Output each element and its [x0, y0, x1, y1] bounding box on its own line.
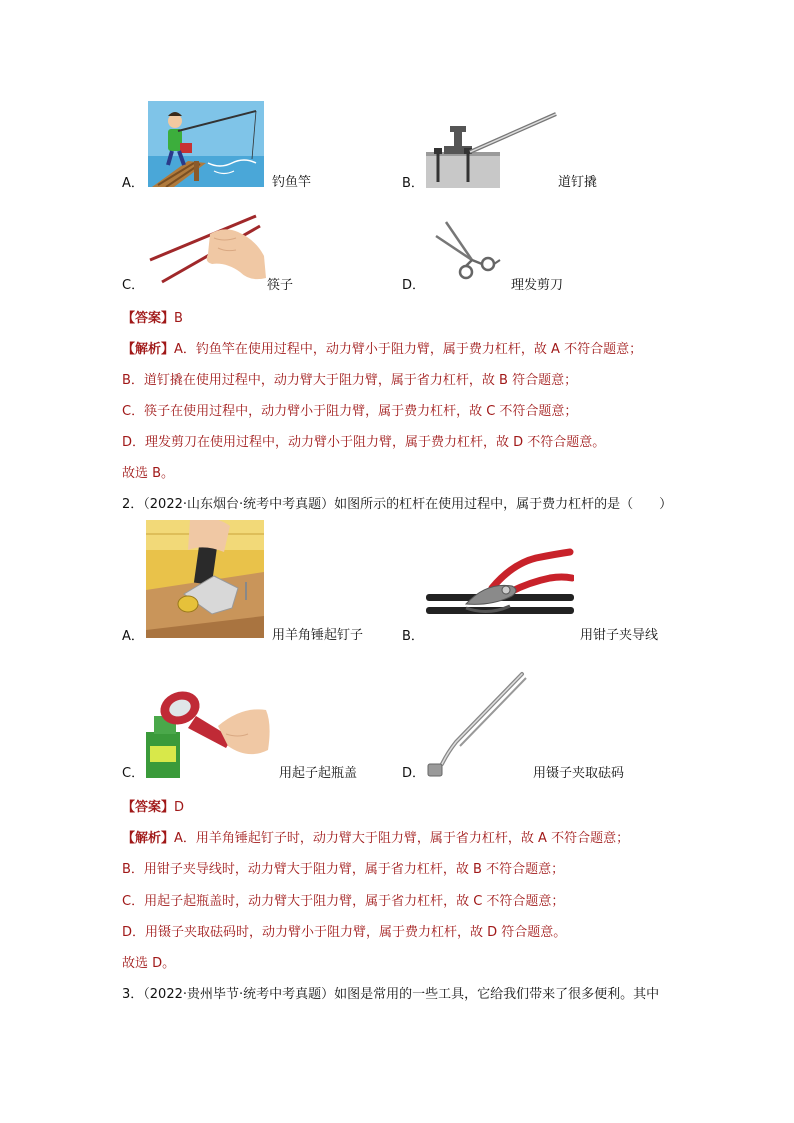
option-c-letter: C．: [122, 278, 145, 293]
q2-answer-line: [122, 799, 184, 817]
q1-analysis-line-3: C．筷子在使用过程中，动力臂小于阻力臂，属于费力杠杆，故 C 不符合题意；: [122, 404, 578, 419]
q3-stem-line: [122, 986, 659, 1004]
q2-option-d-letter: D．: [402, 766, 426, 781]
chopsticks-picture: [148, 212, 268, 286]
option-a-letter: A．: [122, 176, 144, 191]
q2-analysis-line-1: [122, 830, 629, 848]
pliers-picture: [426, 548, 574, 624]
option-b-letter: B．: [402, 176, 424, 191]
q2-option-d-caption: 用镊子夹取砝码: [533, 766, 625, 781]
option-d-letter: D．: [402, 278, 426, 293]
q2-stem: 如图所示的杠杆在使用过程中，属于费力杠杆的是（ ）: [334, 497, 673, 512]
tweezers-picture: [424, 670, 528, 780]
option-d-caption: 理发剪刀: [511, 278, 564, 293]
q1-analysis-line-1: [122, 341, 642, 359]
option-a-caption: 钓鱼竿: [272, 175, 312, 190]
q2-option-c-caption: 用起子起瓶盖: [279, 766, 358, 781]
q2-analysis-line-2: B．用钳子夹导线时，动力臂大于阻力臂，属于省力杠杆，故 B 不符合题意；: [122, 862, 565, 877]
q2-option-a-caption: 用羊角锤起钉子: [272, 628, 364, 643]
q1-analysis-line-2: B．道钉撬在使用过程中，动力臂大于阻力臂，属于省力杠杆，故 B 符合题意；: [122, 373, 578, 388]
q2-stem-line: [122, 496, 672, 514]
q1-conclusion: 故选 B。: [122, 466, 175, 481]
q2-option-a-letter: A．: [122, 629, 144, 644]
analysis-tag: 【解析】: [122, 831, 175, 846]
analysis-text: A．用羊角锤起钉子时，动力臂大于阻力臂，属于省力杠杆，故 A 不符合题意；: [174, 831, 630, 846]
q1-answer-line: [122, 310, 183, 328]
q2-number: 2．: [122, 497, 144, 512]
answer-tag: 【答案】: [122, 311, 175, 326]
answer-tag: 【答案】: [122, 800, 175, 815]
q1-analysis-line-4: D．理发剪刀在使用过程中，动力臂小于阻力臂，属于费力杠杆，故 D 不符合题意。: [122, 435, 606, 450]
answer-value: B: [174, 311, 183, 326]
answer-value: D: [174, 800, 185, 815]
q3-number: 3．: [122, 987, 144, 1002]
analysis-text: A．钓鱼竿在使用过程中，动力臂小于阻力臂，属于费力杠杆，故 A 不符合题意；: [174, 342, 643, 357]
q2-option-b-letter: B．: [402, 629, 424, 644]
q3-stem: 如图是常用的一些工具，它给我们带来了很多便利。其中: [334, 987, 660, 1002]
scissors-picture: [432, 220, 502, 284]
q3-source: （2022·贵州毕节·统考中考真题）: [143, 987, 335, 1002]
option-b-caption: 道钉撬: [558, 175, 598, 190]
fisherman-picture: [148, 101, 264, 187]
bottle-opener-picture: [146, 686, 272, 778]
q2-analysis-line-4: D．用镊子夹取砝码时，动力臂小于阻力臂，属于费力杠杆，故 D 符合题意。: [122, 925, 567, 940]
q2-option-b-caption: 用钳子夹导线: [580, 628, 659, 643]
crowbar-picture: [426, 112, 560, 188]
option-c-caption: 筷子: [267, 278, 294, 293]
analysis-tag: 【解析】: [122, 342, 175, 357]
q2-conclusion: 故选 D。: [122, 956, 176, 971]
q2-analysis-line-3: C．用起子起瓶盖时，动力臂大于阻力臂，属于省力杠杆，故 C 不符合题意；: [122, 894, 565, 909]
q2-option-c-letter: C．: [122, 766, 145, 781]
q2-source: （2022·山东烟台·统考中考真题）: [143, 497, 335, 512]
hammer-picture: [146, 520, 264, 638]
